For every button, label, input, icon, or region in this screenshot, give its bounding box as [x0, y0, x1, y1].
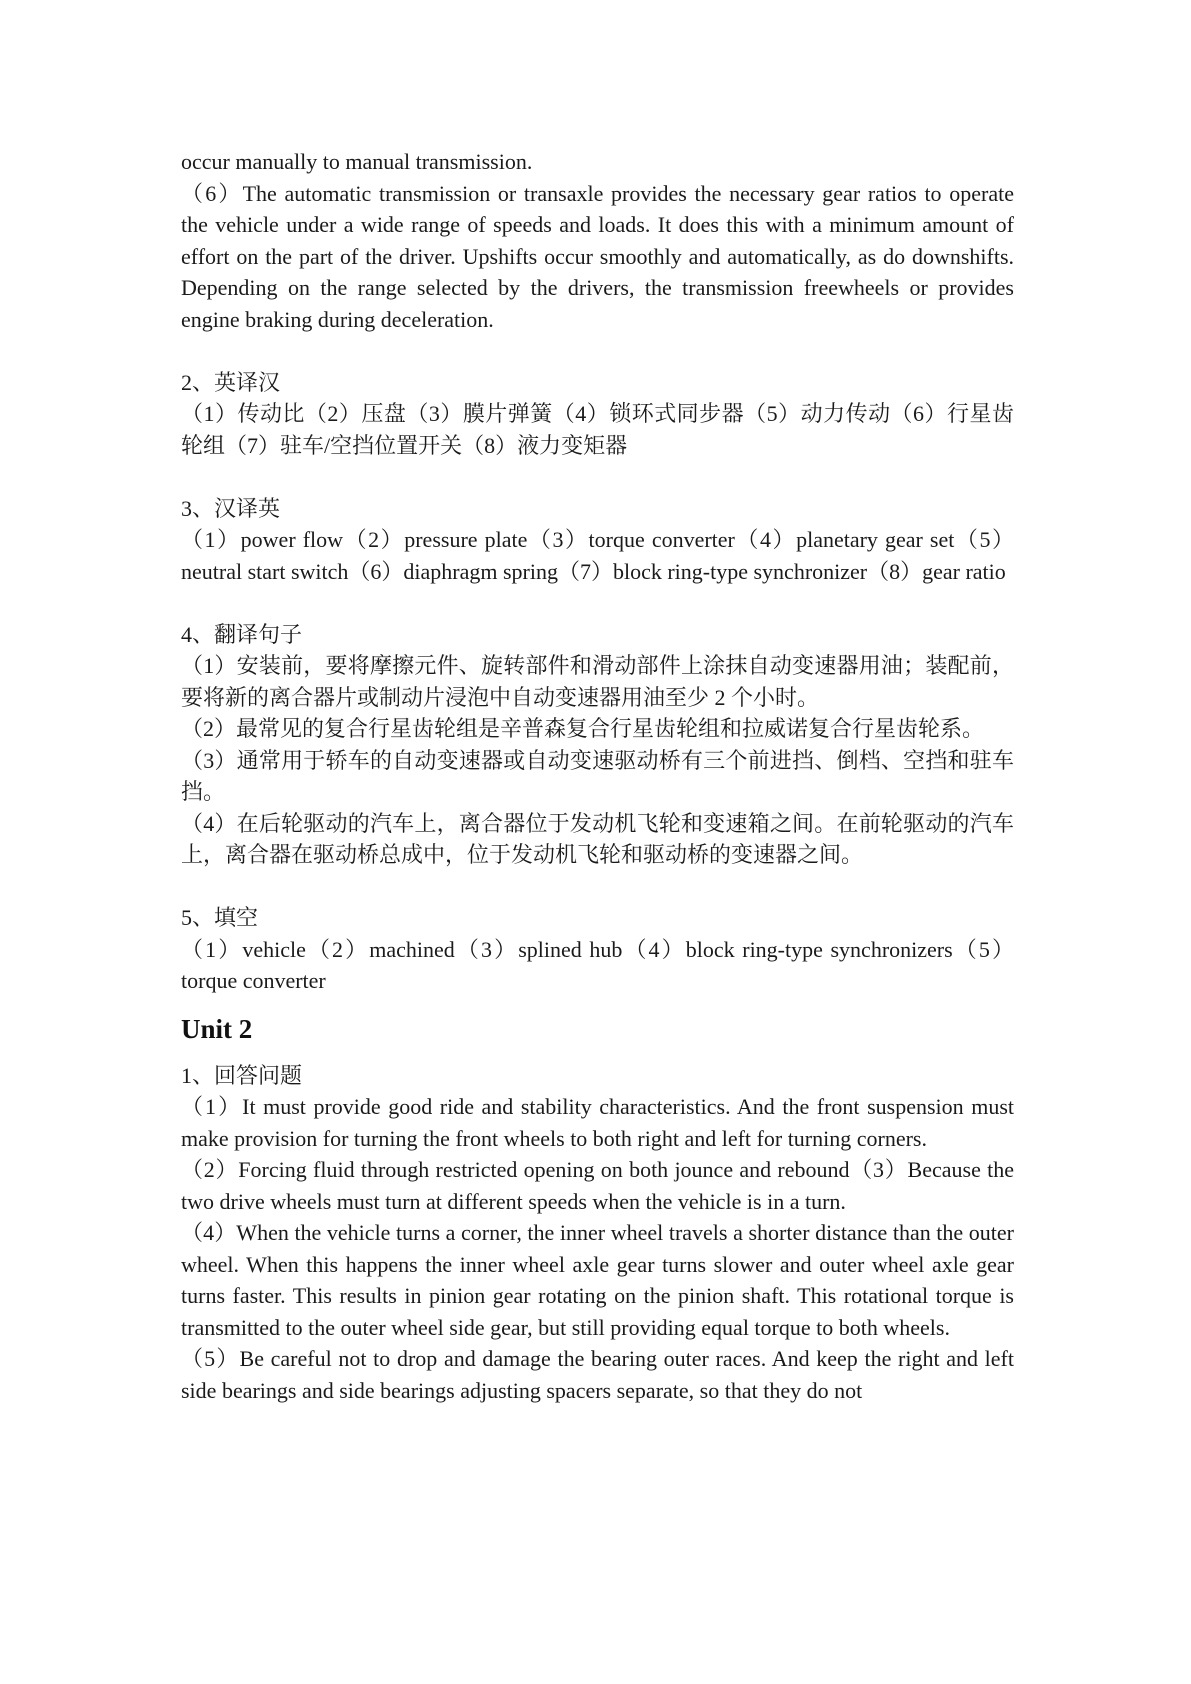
list-item: （3）通常用于轿车的自动变速器或自动变速驱动桥有三个前进挡、倒档、空挡和驻车挡。: [181, 747, 1014, 804]
section-heading-translate-sentences: 4、翻译句子: [181, 621, 303, 647]
paragraph: （6）The automatic transmission or transaxle provides the necessary gear ratios to operate the vehicle under a wide range of speeds and loads. It does this with a minimum amount of effort on the part of the driver. Upshifts occur smoothly and automatically, as do downshifts. Depending on the range selected by the drivers, the transmission freewheels or provides engine braking during deceleration.: [181, 180, 1014, 332]
paragraph: occur manually to manual transmission.: [181, 149, 533, 174]
list-item: （5）Be careful not to drop and damage the bearing outer races. And keep the right and left side bearings and side bearings adjusting spacers separate, so that they do not: [181, 1346, 1014, 1403]
paragraph: （1）vehicle（2）machined（3）splined hub（4）block ring-type synchronizers（5）torque converter: [181, 936, 1014, 993]
list-item: （4）在后轮驱动的汽车上，离合器位于发动机飞轮和变速箱之间。在前轮驱动的汽车上，离合器在驱动桥总成中，位于发动机飞轮和驱动桥的变速器之间。: [181, 810, 1014, 867]
list-item: （1）It must provide good ride and stability characteristics. And the front suspension must make provision for turning the front wheels to both right and left for turning corners.: [181, 1094, 1014, 1151]
spacer: [181, 587, 1014, 619]
section-heading-en-to-zh: 2、英译汉: [181, 369, 281, 395]
spacer: [181, 871, 1014, 903]
section-heading-zh-to-en: 3、汉译英: [181, 495, 281, 521]
list-item: （2）最常见的复合行星齿轮组是辛普森复合行星齿轮组和拉威诺复合行星齿轮系。: [181, 716, 985, 741]
list-item: （4）When the vehicle turns a corner, the inner wheel travels a shorter distance than the outer wheel. When this happens the inner wheel axle gear turns slower and outer wheel axle gear turns faster. This results in pinion gear rotating on the pinion shaft. This rotational torque is transmitted to the outer wheel side gear, but still providing equal torque to both wheels.: [181, 1220, 1014, 1340]
section-heading-fill-blanks: 5、填空: [181, 905, 259, 930]
spacer: [181, 335, 1014, 367]
list-item: （2）Forcing fluid through restricted opening on both jounce and rebound（3）Because the two drive wheels must turn at different speeds when the vehicle is in a turn.: [181, 1157, 1014, 1214]
list-item: （1）安装前，要将摩擦元件、旋转部件和滑动部件上涂抹自动变速器用油；装配前，要将新的离合器片或制动片浸泡中自动变速器用油至少 2 个小时。: [181, 653, 1014, 710]
paragraph: （1）power flow（2）pressure plate（3）torque converter（4）planetary gear set（5）neutral start switch（6）diaphragm spring（7）block ring-type synchronizer（8）gear ratio: [181, 527, 1014, 584]
document-body: [181, 146, 1014, 1406]
section-heading-answer-questions: 1、回答问题: [181, 1062, 303, 1088]
spacer: [181, 461, 1014, 493]
paragraph: （1）传动比（2）压盘（3）膜片弹簧（4）锁环式同步器（5）动力传动（6）行星齿轮组（7）驻车/空挡位置开关（8）液力变矩器: [181, 401, 1014, 458]
unit-title: Unit 2: [181, 1013, 253, 1044]
